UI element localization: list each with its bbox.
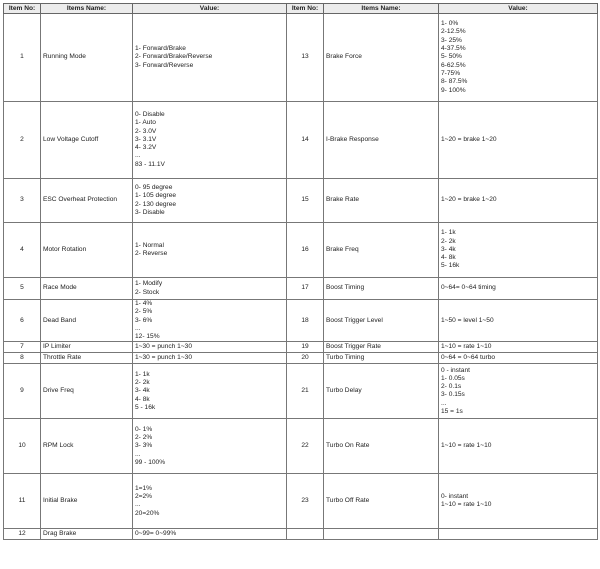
- item-name: Initial Brake: [41, 474, 133, 529]
- header-value: Value:: [439, 4, 598, 14]
- item-number: 3: [4, 179, 41, 223]
- value-line: 1~10 = rate 1~10: [441, 343, 492, 351]
- value-line: 2-12.5%: [441, 28, 466, 36]
- item-number: 4: [4, 223, 41, 278]
- value-line: 2- 5%: [135, 308, 153, 316]
- table-row: [4, 223, 598, 278]
- value-line: 5- 16k: [441, 262, 460, 270]
- table-body: [4, 14, 598, 540]
- item-values: [133, 364, 287, 419]
- item-name: IP Limiter: [41, 342, 133, 353]
- item-values: [439, 353, 598, 364]
- item-number: 21: [287, 364, 324, 419]
- item-values: [133, 353, 287, 364]
- item-name: Motor Rotation: [41, 223, 133, 278]
- item-number: 17: [287, 278, 324, 300]
- value-line: 1- Auto: [135, 119, 156, 127]
- item-number: 16: [287, 223, 324, 278]
- item-name: ESC Overheat Protection: [41, 179, 133, 223]
- value-line: 8- 87.5%: [441, 78, 468, 86]
- value-line: 1- 1k: [441, 229, 456, 237]
- item-number: 12: [4, 529, 41, 540]
- value-line: 1~30 = punch 1~30: [135, 343, 193, 351]
- item-number: 5: [4, 278, 41, 300]
- value-line: 4- 3.2V: [135, 144, 157, 152]
- value-line: 0- 1%: [135, 425, 153, 433]
- value-line: 1- 1k: [135, 370, 150, 378]
- item-values: [133, 529, 287, 540]
- table-row: [4, 353, 598, 364]
- value-line: 1- Forward/Brake: [135, 45, 186, 53]
- item-values: [439, 529, 598, 540]
- item-number: 20: [287, 353, 324, 364]
- value-line: 3- 3.1V: [135, 135, 157, 143]
- item-name: Brake Freq: [324, 223, 439, 278]
- value-line: 4-37.5%: [441, 45, 466, 53]
- value-line: 2- 0.1s: [441, 383, 462, 391]
- item-name: Drag Brake: [41, 529, 133, 540]
- item-values: [133, 102, 287, 179]
- header-items-name: Items Name:: [324, 4, 439, 14]
- value-line: 0 - instant: [441, 366, 470, 374]
- item-values: [439, 14, 598, 102]
- value-line: 0- 95 degree: [135, 183, 173, 191]
- value-line: 2=2%: [135, 493, 153, 501]
- item-values: [133, 474, 287, 529]
- value-line: 12- 15%: [135, 333, 160, 341]
- item-name: Turbo On Rate: [324, 419, 439, 474]
- item-number: 23: [287, 474, 324, 529]
- item-number: 7: [4, 342, 41, 353]
- value-line: 2- Reverse: [135, 250, 168, 257]
- value-line: ...: [135, 501, 141, 509]
- value-line: 1=1%: [135, 484, 153, 492]
- item-number: [287, 529, 324, 540]
- item-name: Throttle Rate: [41, 353, 133, 364]
- item-name: Race Mode: [41, 278, 133, 300]
- settings-table: [3, 3, 598, 540]
- header-value: Value:: [133, 4, 287, 14]
- value-line: 83 - 11.1V: [135, 160, 165, 168]
- value-line: 2- 2k: [441, 237, 456, 245]
- item-name: Boost Trigger Level: [324, 300, 439, 342]
- table-row: [4, 179, 598, 223]
- value-line: 0- Disable: [135, 110, 165, 118]
- table-row: [4, 278, 598, 300]
- value-line: 0- instant: [441, 493, 469, 501]
- item-number: 10: [4, 419, 41, 474]
- item-values: [439, 278, 598, 300]
- item-number: 11: [4, 474, 41, 529]
- value-line: 5- 50%: [441, 53, 462, 61]
- value-line: 4- 8k: [135, 395, 150, 403]
- value-line: 2- 2k: [135, 379, 150, 387]
- item-values: [439, 342, 598, 353]
- item-values: [439, 474, 598, 529]
- value-line: 1~10 = rate 1~10: [441, 501, 492, 509]
- value-line: 0~64= 0~64 timing: [441, 284, 496, 292]
- value-line: 1- Normal: [135, 241, 164, 249]
- item-name: Boost Timing: [324, 278, 439, 300]
- item-values: [133, 278, 287, 300]
- table-row: [4, 419, 598, 474]
- table-row: [4, 300, 598, 342]
- value-line: 2- Forward/Brake/Reverse: [135, 53, 213, 61]
- header-item-no: Item No:: [287, 4, 324, 14]
- item-values: [439, 179, 598, 223]
- item-number: 2: [4, 102, 41, 179]
- value-line: 2- 2%: [135, 434, 153, 442]
- value-line: 0~99= 0~99%: [135, 530, 177, 538]
- item-values: [439, 223, 598, 278]
- value-line: 3- 4k: [135, 387, 150, 395]
- item-values: [133, 342, 287, 353]
- value-line: 2- 3.0V: [135, 127, 157, 135]
- item-values: [439, 419, 598, 474]
- value-line: 1- 0%: [441, 20, 459, 28]
- value-line: 1- 105 degree: [135, 192, 177, 200]
- item-name: [324, 529, 439, 540]
- item-number: 22: [287, 419, 324, 474]
- item-number: 9: [4, 364, 41, 419]
- item-number: 13: [287, 14, 324, 102]
- item-values: [133, 223, 287, 278]
- value-line: 7-75%: [441, 69, 461, 77]
- item-number: 6: [4, 300, 41, 342]
- value-line: 6-62.5%: [441, 61, 466, 69]
- item-name: Turbo Delay: [324, 364, 439, 419]
- value-line: ...: [135, 324, 141, 332]
- value-line: 3- 3%: [135, 442, 153, 450]
- value-line: 1- 0.05s: [441, 374, 465, 382]
- item-values: [439, 300, 598, 342]
- value-line: 5 - 16k: [135, 403, 156, 411]
- table-row: [4, 102, 598, 179]
- item-name: Turbo Off Rate: [324, 474, 439, 529]
- value-line: 3- 25%: [441, 36, 462, 44]
- value-line: 4- 8k: [441, 254, 456, 262]
- table-row: [4, 14, 598, 102]
- value-line: ...: [441, 399, 447, 407]
- value-line: 2- Stock: [135, 288, 160, 296]
- item-name: Brake Rate: [324, 179, 439, 223]
- value-line: 3- Forward/Reverse: [135, 61, 194, 69]
- item-name: Running Mode: [41, 14, 133, 102]
- item-values: [439, 364, 598, 419]
- value-line: 1~30 = punch 1~30: [135, 354, 193, 362]
- value-line: 3- 4k: [441, 245, 456, 253]
- value-line: 20=20%: [135, 509, 160, 517]
- item-values: [133, 179, 287, 223]
- item-name: RPM Lock: [41, 419, 133, 474]
- value-line: 1~50 = level 1~50: [441, 316, 494, 324]
- header-item-no: Item No:: [4, 4, 41, 14]
- item-number: 14: [287, 102, 324, 179]
- item-number: 18: [287, 300, 324, 342]
- table-row: [4, 474, 598, 529]
- item-name: I-Brake Response: [324, 102, 439, 179]
- value-line: ...: [135, 152, 141, 160]
- value-line: 1- 4%: [135, 300, 153, 307]
- item-name: Brake Force: [324, 14, 439, 102]
- item-name: Turbo Timing: [324, 353, 439, 364]
- value-line: 1~20 = brake 1~20: [441, 135, 497, 143]
- value-line: ...: [135, 450, 141, 458]
- item-number: 15: [287, 179, 324, 223]
- item-name: Low Voltage Cutoff: [41, 102, 133, 179]
- table-row: [4, 342, 598, 353]
- item-values: [439, 102, 598, 179]
- item-number: 1: [4, 14, 41, 102]
- item-values: [133, 300, 287, 342]
- value-line: 3- Disable: [135, 208, 165, 216]
- value-line: 3- 0.15s: [441, 391, 465, 399]
- item-values: [133, 14, 287, 102]
- value-line: 9- 100%: [441, 86, 466, 94]
- value-line: 1~10 = rate 1~10: [441, 442, 492, 450]
- header-items-name: Items Name:: [41, 4, 133, 14]
- value-line: 1~20 = brake 1~20: [441, 196, 497, 204]
- value-line: 2- 130 degree: [135, 200, 177, 208]
- item-number: 19: [287, 342, 324, 353]
- item-name: Drive Freq: [41, 364, 133, 419]
- header-row: [4, 4, 598, 14]
- value-line: 15 = 1s: [441, 408, 463, 416]
- value-line: 3- 6%: [135, 316, 153, 324]
- value-line: 1- Modify: [135, 280, 163, 288]
- item-number: 8: [4, 353, 41, 364]
- table-row: [4, 529, 598, 540]
- value-line: 0~64 = 0~64 turbo: [441, 354, 496, 362]
- item-name: Dead Band: [41, 300, 133, 342]
- table-row: [4, 364, 598, 419]
- value-line: 99 - 100%: [135, 458, 166, 466]
- item-values: [133, 419, 287, 474]
- item-name: Boost Trigger Rate: [324, 342, 439, 353]
